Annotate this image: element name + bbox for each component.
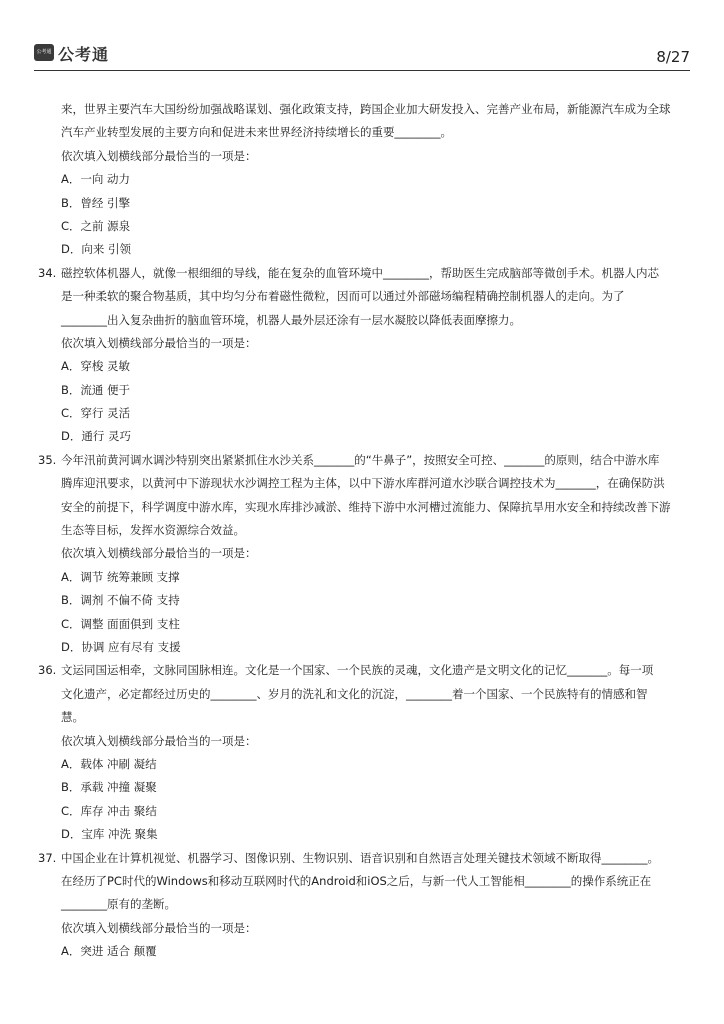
option-a: A．载体 冲刷 凝结 (61, 756, 157, 771)
page-number: 8/27 (656, 48, 690, 66)
question-36 (38, 659, 688, 682)
document-body (38, 98, 688, 963)
question-prompt: 依次填入划横线部分最恰当的一项是： (61, 920, 257, 935)
option-d: D．协调 应有尽有 支援 (61, 639, 181, 654)
question-prompt: 依次填入划横线部分最恰当的一项是： (61, 733, 257, 748)
option-c: C．库存 冲击 聚结 (61, 803, 157, 818)
text-line: 生态等目标，发挥水资源综合效益。 (61, 523, 245, 538)
question-prompt: 依次填入划横线部分最恰当的一项是： (61, 148, 257, 163)
option-c: C．穿行 灵活 (61, 406, 131, 421)
brand-logo: 公考通 (34, 44, 54, 61)
option-b: B．曾经 引擎 (61, 195, 131, 210)
text-line: 文化遗产，必定都经过历史的________、岁月的洗礼和文化的沉淀，________着一个国家、一个民族特有的情感和智 (61, 686, 648, 701)
question-text: 磁控软体机器人，就像一根细细的导线，能在复杂的血管环境中________，帮助医生完成脑部等微创手术。机器人内芯 (61, 265, 659, 280)
option-a: A．穿梭 灵敏 (61, 359, 131, 374)
option-d: D．宝库 冲洗 聚集 (61, 827, 158, 842)
brand-name: 公考通 (58, 45, 110, 64)
question-number: 37. (38, 850, 57, 865)
question-34 (38, 262, 688, 285)
option-d: D．向来 引领 (61, 242, 132, 257)
text-line: 来，世界主要汽车大国纷纷加强战略谋划、强化政策支持，跨国企业加大研发投入、完善产业布局，新能源汽车成为全球 (61, 102, 671, 116)
question-number: 36. (38, 663, 57, 678)
page-header (34, 42, 690, 71)
question-text: 文运同国运相牵，文脉同国脉相连。文化是一个国家、一个民族的灵魂，文化遗产是文明文化的记忆_______。每一项 (61, 663, 654, 678)
text-line: ________出入复杂曲折的脑血管环境，机器人最外层还涂有一层水凝胶以降低表面摩擦力。 (61, 312, 521, 327)
text-line: 在经历了PC时代的Windows和移动互联网时代的Android和iOS之后，与新一代人工智能相________的操作系统正在 (61, 873, 652, 888)
question-number: 34. (38, 265, 57, 280)
question-37 (38, 847, 688, 870)
option-c: C．调整 面面俱到 支柱 (61, 616, 180, 631)
text-line: 是一种柔软的聚合物基质，其中均匀分布着磁性微粒，因而可以通过外部磁场编程精确控制机器人的走向。为了 (61, 289, 625, 304)
text-line: 汽车产业转型发展的主要方向和促进未来世界经济持续增长的重要________。 (61, 125, 452, 140)
option-d: D．通行 灵巧 (61, 429, 132, 444)
option-a: A．调节 统筹兼顾 支撑 (61, 569, 180, 584)
question-prompt: 依次填入划横线部分最恰当的一项是： (61, 546, 257, 561)
option-a: A．一向 动力 (61, 172, 131, 187)
question-text: 今年汛前黄河调水调沙特别突出紧紧抓住水沙关系_______的“牛鼻子”，按照安全可控、_______的原则，结合中游水库 (61, 452, 660, 467)
question-35 (38, 449, 688, 472)
text-line: 腾库迎汛要求，以黄河中下游现状水沙调控工程为主体，以中下游水库群河道水沙联合调控技术为_______，在确保防洪 (61, 476, 665, 491)
question-prompt: 依次填入划横线部分最恰当的一项是： (61, 335, 257, 350)
option-b: B．调剂 不偏不倚 支持 (61, 593, 180, 608)
option-b: B．流通 便于 (61, 382, 131, 397)
option-c: C．之前 源泉 (61, 218, 131, 233)
question-number: 35. (38, 452, 57, 467)
option-b: B．承载 冲撞 凝聚 (61, 780, 157, 795)
question-text: 中国企业在计算机视觉、机器学习、图像识别、生物识别、语音识别和自然语言处理关键技术领域不断取得________。 (61, 850, 659, 865)
text-line: 安全的前提下，科学调度中游水库，实现水库排沙减淤、维持下游中水河槽过流能力、保障抗旱用水安全和持续改善下游 (61, 499, 671, 514)
text-line: 慧。 (61, 710, 84, 725)
option-a: A．突进 适合 颠覆 (61, 944, 157, 959)
text-line: ________原有的垄断。 (61, 897, 176, 912)
